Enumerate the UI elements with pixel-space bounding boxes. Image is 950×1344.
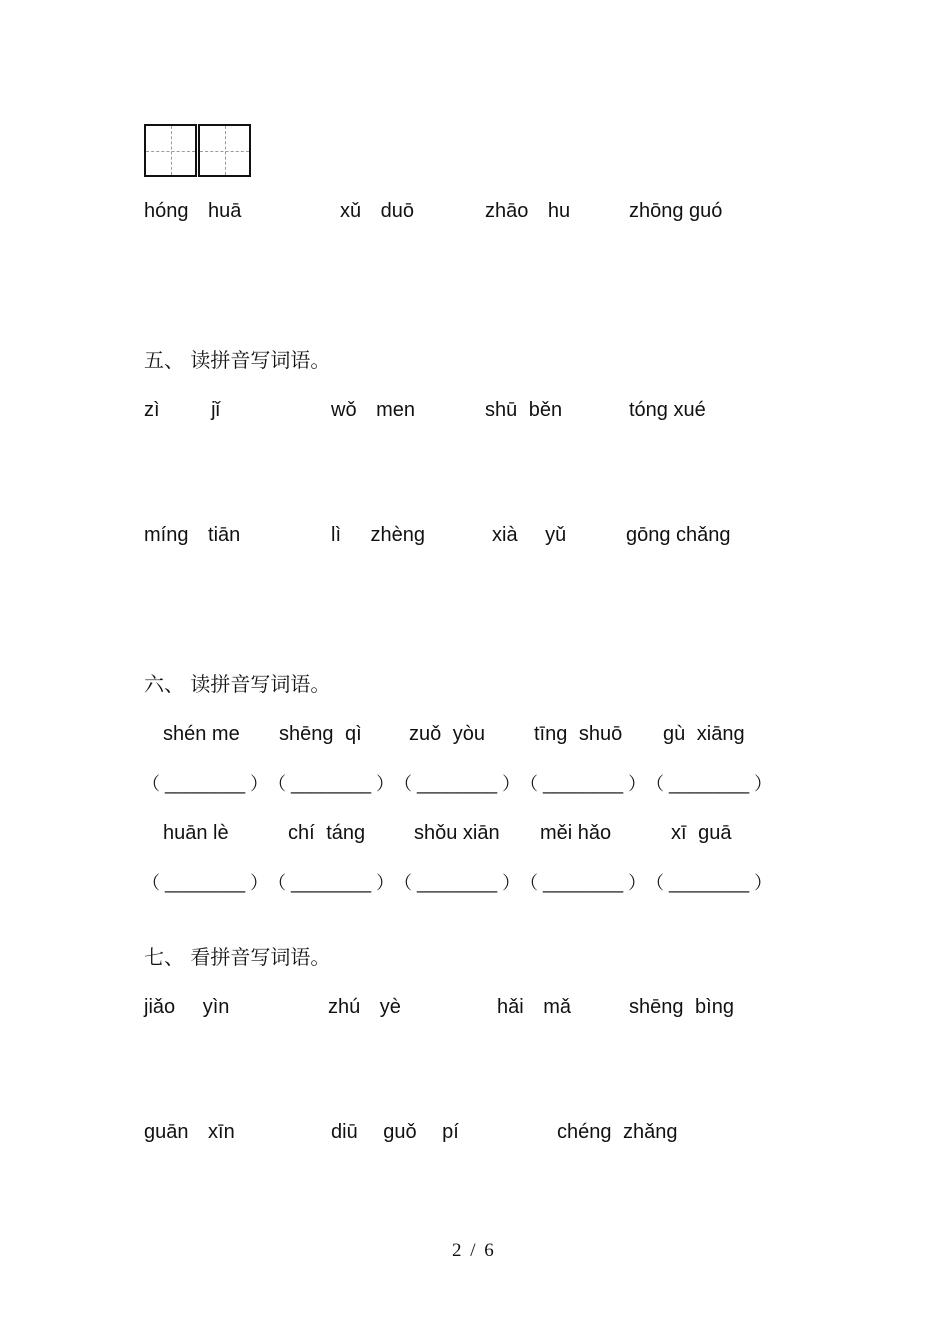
grid-guide-v: [171, 126, 172, 175]
answer-blank[interactable]: （ ________ ）: [646, 873, 773, 893]
answer-blank[interactable]: （ ________ ）: [268, 774, 395, 794]
pinyin-word: diū guǒ pí: [331, 1121, 459, 1143]
pinyin-word: guān xīn: [144, 1121, 235, 1143]
pinyin-word: zuǒ yòu: [409, 723, 486, 745]
pinyin-word: zhāo hu: [485, 200, 571, 222]
pinyin-word: chéng zhǎng: [557, 1121, 678, 1143]
pinyin-word: xī guā: [671, 822, 732, 844]
pinyin-word: gōng chǎng: [626, 524, 731, 546]
pinyin-word: měi hǎo: [540, 822, 612, 844]
pinyin-word: tīng shuō: [534, 723, 623, 745]
pinyin-word: shén me: [163, 723, 240, 745]
pinyin-word: zì jǐ: [144, 399, 220, 421]
answer-blank[interactable]: （ ________ ）: [394, 873, 521, 893]
pinyin-word: shǒu xiān: [414, 822, 500, 844]
pinyin-word: chí táng: [288, 822, 366, 844]
section-heading-7: 七、 看拼音写词语。: [144, 945, 331, 969]
pinyin-word: shū běn: [485, 399, 563, 421]
answer-blank[interactable]: （ ________ ）: [142, 873, 269, 893]
pinyin-word: zhú yè: [328, 996, 401, 1018]
answer-blank[interactable]: （ ________ ）: [142, 774, 269, 794]
pinyin-word: xǔ duō: [340, 200, 415, 222]
writing-grid-cell-1: [144, 124, 197, 177]
answer-blank[interactable]: （ ________ ）: [394, 774, 521, 794]
pinyin-word: xià yǔ: [492, 524, 567, 546]
pinyin-word: shēng qì: [279, 723, 362, 745]
section-heading-5: 五、 读拼音写词语。: [144, 348, 331, 372]
pinyin-word: hǎi mǎ: [497, 996, 572, 1018]
pinyin-word: jiǎo yìn: [144, 996, 230, 1018]
answer-blank[interactable]: （ ________ ）: [268, 873, 395, 893]
pinyin-word: hóng huā: [144, 200, 242, 222]
pinyin-word: tóng xué: [629, 399, 706, 421]
pinyin-word: wǒ men: [331, 399, 416, 421]
pinyin-word: míng tiān: [144, 524, 241, 546]
answer-blank[interactable]: （ ________ ）: [646, 774, 773, 794]
pinyin-word: zhōng guó: [629, 200, 723, 222]
pinyin-word: lì zhèng: [331, 524, 426, 546]
pinyin-word: huān lè: [163, 822, 229, 844]
writing-grid-cell-2: [198, 124, 251, 177]
pinyin-word: shēng bìng: [629, 996, 734, 1018]
answer-blank[interactable]: （ ________ ）: [520, 774, 647, 794]
pinyin-word: gù xiāng: [663, 723, 745, 745]
page-number: 2 / 6: [452, 1240, 494, 1261]
answer-blank[interactable]: （ ________ ）: [520, 873, 647, 893]
grid-guide-v: [225, 126, 226, 175]
section-heading-6: 六、 读拼音写词语。: [144, 672, 331, 696]
